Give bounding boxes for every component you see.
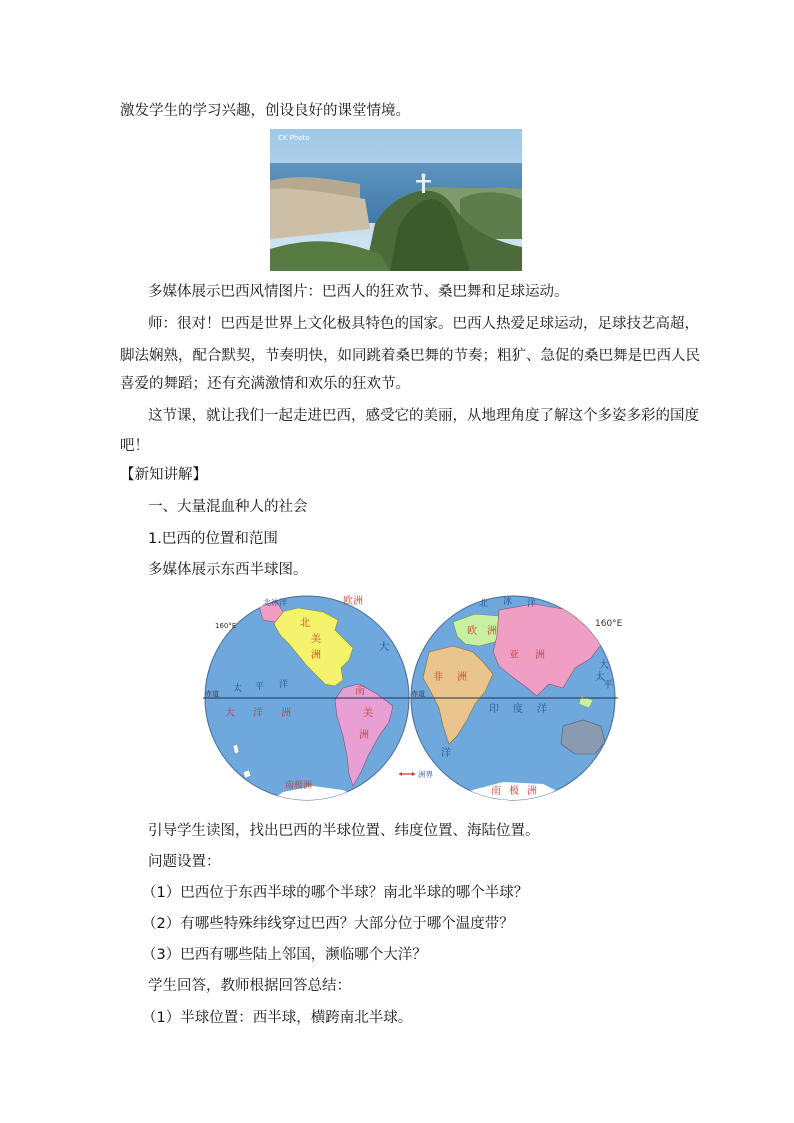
label-oceania-3: 洲	[281, 708, 291, 719]
label-atlantic-da: 大	[379, 642, 389, 653]
label-arctic-3: 洋	[527, 599, 537, 609]
label-asia-1: 亚	[509, 650, 519, 661]
australia-shape	[561, 720, 605, 754]
photo-watermark: CK Photo	[278, 134, 310, 142]
label-pacific-tai: 太	[595, 672, 605, 683]
eastern-hemisphere	[409, 595, 623, 806]
label-na-1: 北	[300, 618, 310, 629]
question-2: （2）有哪些特殊纬线穿过巴西？大部分位于哪个温度带？	[142, 916, 514, 932]
label-antarctica-east-1: 南	[491, 786, 501, 797]
label-pacific-3: 洋	[279, 680, 289, 690]
label-arctic-2: 冰	[503, 597, 513, 607]
label-na-2: 美	[311, 634, 321, 645]
paragraph-4-line-2: 吧！	[120, 438, 149, 454]
legend-label: 洲界	[418, 770, 433, 779]
label-europe-1: 欧	[467, 626, 477, 637]
label-sa-2: 美	[363, 708, 373, 719]
paragraph-3-line-1: 师：很对！巴西是世界上文化极具特色的国家。巴西人热爱足球运动，足球技艺高超，	[148, 316, 699, 332]
paragraph-5: 多媒体展示东西半球图。	[148, 562, 308, 578]
label-sa-1: 南	[355, 686, 365, 697]
paragraph-2: 多媒体展示巴西风情图片：巴西人的狂欢节、桑巴舞和足球运动。	[148, 284, 569, 300]
brazil-photo	[270, 129, 522, 271]
paragraph-3-line-2: 脚法娴熟，配合默契，节奏明快，如同跳着桑巴舞的节奏；粗犷、急促的桑巴舞是巴西人民	[120, 348, 700, 364]
label-indian-1: 印	[489, 704, 499, 715]
label-na-3: 洲	[311, 650, 321, 661]
answer-1: （1）半球位置：西半球，横跨南北半球。	[142, 1010, 413, 1026]
label-europe-2: 洲	[487, 626, 497, 637]
paragraph-1: 激发学生的学习兴趣，创设良好的课堂情境。	[120, 103, 410, 119]
label-oceania-1: 大	[225, 708, 235, 719]
label-sa-3: 洲	[359, 730, 369, 741]
question-3: （3）巴西有哪些陆上邻国，濒临哪个大洋？	[142, 947, 427, 963]
label-antarctica-east-3: 洲	[527, 786, 537, 797]
label-arctic-ocean-west: 北冰洋	[263, 598, 287, 607]
label-antarctica-east-2: 极	[509, 786, 519, 797]
hemisphere-map	[203, 596, 623, 806]
paragraph-7: 问题设置：	[148, 854, 221, 870]
label-oceania-2: 洋	[253, 708, 263, 719]
subheading-2: 1.巴西的位置和范围	[148, 531, 278, 547]
paragraph-6: 引导学生读图，找出巴西的半球位置、纬度位置、海陆位置。	[148, 823, 540, 839]
legend-continent-boundary	[399, 769, 433, 779]
label-antarctica-west: 南极洲	[285, 781, 313, 791]
subheading-1: 一、大量混血种人的社会	[148, 499, 308, 515]
label-indian-3: 洋	[537, 704, 547, 715]
label-indian-2: 度	[513, 704, 523, 715]
label-arctic-1: 北	[479, 599, 489, 609]
label-pacific-ping: 平	[603, 680, 613, 691]
paragraph-8: 学生回答，教师根据回答总结：	[148, 978, 351, 994]
label-atlantic-yang: 洋	[441, 748, 451, 759]
label-africa-2: 洲	[457, 672, 467, 683]
label-europe-west: 欧洲	[343, 596, 363, 607]
label-pacific-1: 太	[233, 684, 243, 694]
section-heading: 【新知讲解】	[120, 467, 207, 483]
rio-landscape-image	[270, 129, 522, 271]
label-equator-east: 赤道	[411, 690, 425, 698]
question-1: （1）巴西位于东西半球的哪个半球？南北半球的哪个半球？	[142, 885, 529, 901]
label-160e-east: 160°E	[595, 619, 623, 629]
label-asia-2: 洲	[535, 650, 545, 661]
western-hemisphere	[203, 594, 411, 806]
label-equator-west: 赤道	[205, 690, 219, 698]
paragraph-4-line-1: 这节课，就让我们一起走进巴西，感受它的美丽，从地理角度了解这个多姿多彩的国度	[148, 408, 699, 424]
label-africa-1: 非	[433, 672, 443, 683]
label-160e-west: 160°E	[215, 622, 237, 630]
label-pacific-2: 平	[255, 682, 265, 692]
paragraph-3-line-3: 喜爱的舞蹈；还有充满激情和欢乐的狂欢节。	[120, 376, 410, 392]
label-pacific-da: 大	[599, 660, 609, 671]
